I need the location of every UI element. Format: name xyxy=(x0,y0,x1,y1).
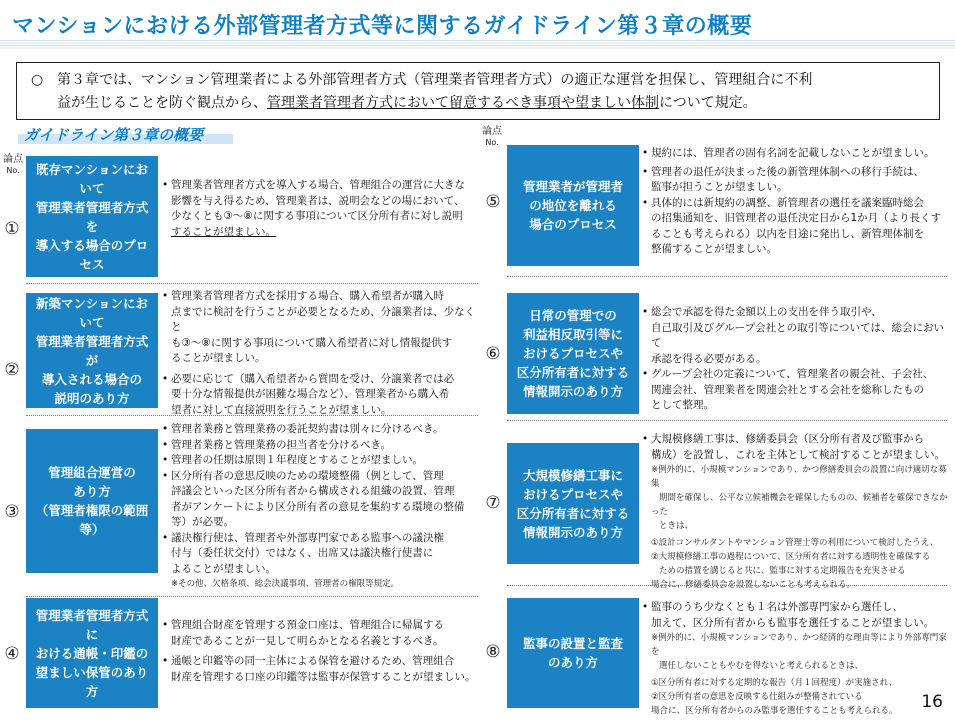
item-desc-7 xyxy=(642,432,952,592)
ronten-label-left: 論点 No. xyxy=(3,154,23,175)
title-bar xyxy=(0,0,955,50)
item-title-7: 大規模修繕工事に おけるプロセスや 区分所有者に対する 情報開示のあり方 xyxy=(507,443,639,564)
bullet: • 管理業者管理者方式を採用する場合、購入希望者が購入時 点までに検討を行うことが必要となるため、分譲業者は、少なくと も③～⑧に関する事項について購入希望者に対し情報提供す ることが望ましい。 xyxy=(162,289,484,367)
summary-line-1: ○ 第３章では、マンション管理業者による外部管理者方式（管理業者管理者方式）の適正な運営を担保し、管理組合に不利 xyxy=(31,69,929,92)
item-number-8: ⑧ xyxy=(485,642,501,662)
item-desc-5 xyxy=(642,146,952,258)
ronten-label-right: 論点 No. xyxy=(482,126,502,147)
item-number-1: ① xyxy=(4,219,20,239)
divider xyxy=(26,596,478,597)
item-number-3: ③ xyxy=(4,502,20,522)
item-title-4: 管理業者管理者方式に おける通帳・印鑑の 望ましい保管のあり方 xyxy=(26,598,158,708)
item-desc-8 xyxy=(642,600,952,718)
item-number-7: ⑦ xyxy=(485,493,501,513)
item-desc-3 xyxy=(162,422,484,591)
item-7-note: ※例外的に、小規模マンションであり、かつ修繕委員会の設置に向け適切な募集 期間を確保し、公平な立候補機会を確保したものの、候補者を確保できなかった ときは、 xyxy=(651,465,948,531)
divider xyxy=(507,276,947,277)
item-desc-2 xyxy=(162,289,484,418)
item-title-1: 既存マンションにおいて 管理業者管理者方式を 導入する場合のプロセス xyxy=(26,156,158,277)
item-title-3: 管理組合運営の あり方 （管理者権限の範囲等） xyxy=(26,429,158,573)
bullet: • グループ会社の定義について、管理業者の親会社、子会社、 関連会社、管理業者を関連会社とする会社を総称したもの として整理。 xyxy=(642,367,952,414)
item-8-note: ※例外的に、小規模マンションであり、かつ経済的な理由等により外部専門家を 選任しないこともやむを得ないと考えられるときは、 xyxy=(651,633,947,671)
bullet: • 議決権行使は、管理者や外部専門家である監事への議決権 付与（委任状交付）ではなく、出席又は議決権行使書に よることが望ましい。 xyxy=(162,531,484,578)
item-3-note: ※その他、欠格条項、総会決議事項、管理者の権限等規定。 xyxy=(171,579,400,589)
bullet: • 管理者の任期は原則１年程度とすることが望ましい。 xyxy=(162,453,484,469)
bullet: • 管理組合財産を管理する預金口座は、管理組合に帰属する 財産であることが一見して明らかとなる名義とするべき。 xyxy=(162,618,484,649)
bullet: • 管理者業務と管理業務の委託契約書は別々に分けるべき。 xyxy=(162,422,484,438)
item-title-5: 管理業者が管理者 の地位を離れる 場合のプロセス xyxy=(507,145,639,266)
section-heading: ガイドライン第３章の概要 xyxy=(18,124,233,146)
divider xyxy=(507,585,947,586)
bullet: • 管理者業務と管理業務の担当者を分けるべき。 xyxy=(162,438,484,454)
summary-box xyxy=(16,62,940,120)
page-title: マンションにおける外部管理者方式等に関するガイドライン第３章の概要 xyxy=(12,14,753,39)
divider xyxy=(26,415,478,416)
item-title-2: 新築マンションにおいて 管理業者管理者方式が 導入される場合の 説明のあり方 xyxy=(26,293,158,408)
item-desc-1 xyxy=(162,178,492,240)
item-number-5: ⑤ xyxy=(485,192,501,212)
bullet: • 管理者の退任が決まった後の新管理体制への移行手続は、 監事が担うことが望ましい。 xyxy=(642,165,952,196)
divider xyxy=(26,283,478,284)
bullet: • 具体的には新規約の調整、新管理者の選任を議案臨時総会 の招集通知を、旧管理者の退任決定日から1か月（より長くす ることも考えられる）以内を目途に発出し、新管理体制を 整備することが望ましい。 xyxy=(642,196,952,258)
bullet: • 監事のうち少なくとも１名は外部専門家から選任し、 加えて、区分所有者からも監事を選任することが望ましい。 xyxy=(642,600,952,631)
item-number-4: ④ xyxy=(4,644,20,664)
bullet: • 管理業者管理者方式を導入する場合、管理組合の運営に大きな 影響を与え得るため、管理業者は、説明会などの場において、 少なくとも③～⑧に関する事項について区分所有者に対し説明 することが望ましい。 xyxy=(162,178,492,240)
item-desc-4 xyxy=(162,618,484,685)
bullet: • 通帳と印鑑等の同一主体による保管を避けるため、管理組合 財産を管理する口座の印鑑等は監事が保管することが望ましい。 xyxy=(162,654,484,685)
divider xyxy=(507,420,947,421)
item-8-condition: ①区分所有者に対する定期的な報告（月１回程度）が実施され、 ②区分所有者の意思を反映する仕組みが整備されている 場合に、区分所有者からのみ監事を選任することも考えられる。 xyxy=(651,678,898,716)
bullet: • 規約には、管理者の固有名詞を記載しないことが望ましい。 xyxy=(642,146,952,162)
item-7-condition: ①設計コンサルタントやマンション管理士等の利用について検討したうえ、 ②大規模修繕工事の過程について、区分所有者に対する透明性を確保する ための措置を講じると共に、監事に対する定期報告を充実させる 場合に、修繕委員会を設置しないことも考えられる。 xyxy=(651,538,939,590)
item-title-8: 監事の設置と監査 のあり方 xyxy=(507,598,639,708)
item-number-2: ② xyxy=(4,360,20,380)
title-stripe xyxy=(0,40,955,50)
item-title-6: 日常の管理での 利益相反取引等に おけるプロセスや 区分所有者に対する 情報開示のあり方 xyxy=(507,293,639,414)
summary-line-2: 益が生じることを防ぐ観点から、管理業者管理者方式において留意するべき事項や望ましい体制について規定。 xyxy=(57,95,757,111)
bullet: • 必要に応じて（購入希望者から質問を受け、分譲業者では必 要十分な情報提供が困難な場合など）、管理業者から購入希 望者に対して直接説明を行うことが望ましい。 xyxy=(162,372,484,419)
bullet: • 大規模修繕工事は、修繕委員会（区分所有者及び監事から 構成）を設置し、これを主体として検討することが望ましい。 xyxy=(642,432,952,463)
page-number: 16 xyxy=(921,692,943,712)
summary-bullet: ○ xyxy=(31,72,44,88)
item-desc-6 xyxy=(642,305,952,414)
bullet: • 総会で承認を得た金額以上の支出を伴う取引や、 自己取引及びグループ会社との取引等については、総会において 承認を得る必要がある。 xyxy=(642,305,952,367)
bullet: • 区分所有者の意思反映のための環境整備（例として、管理 評議会といった区分所有者から構成される組織の設置、管理 者がアンケートにより区分所有者の意見を集約する環境の整備 等）が必要。 xyxy=(162,469,484,531)
item-number-6: ⑥ xyxy=(485,344,501,364)
